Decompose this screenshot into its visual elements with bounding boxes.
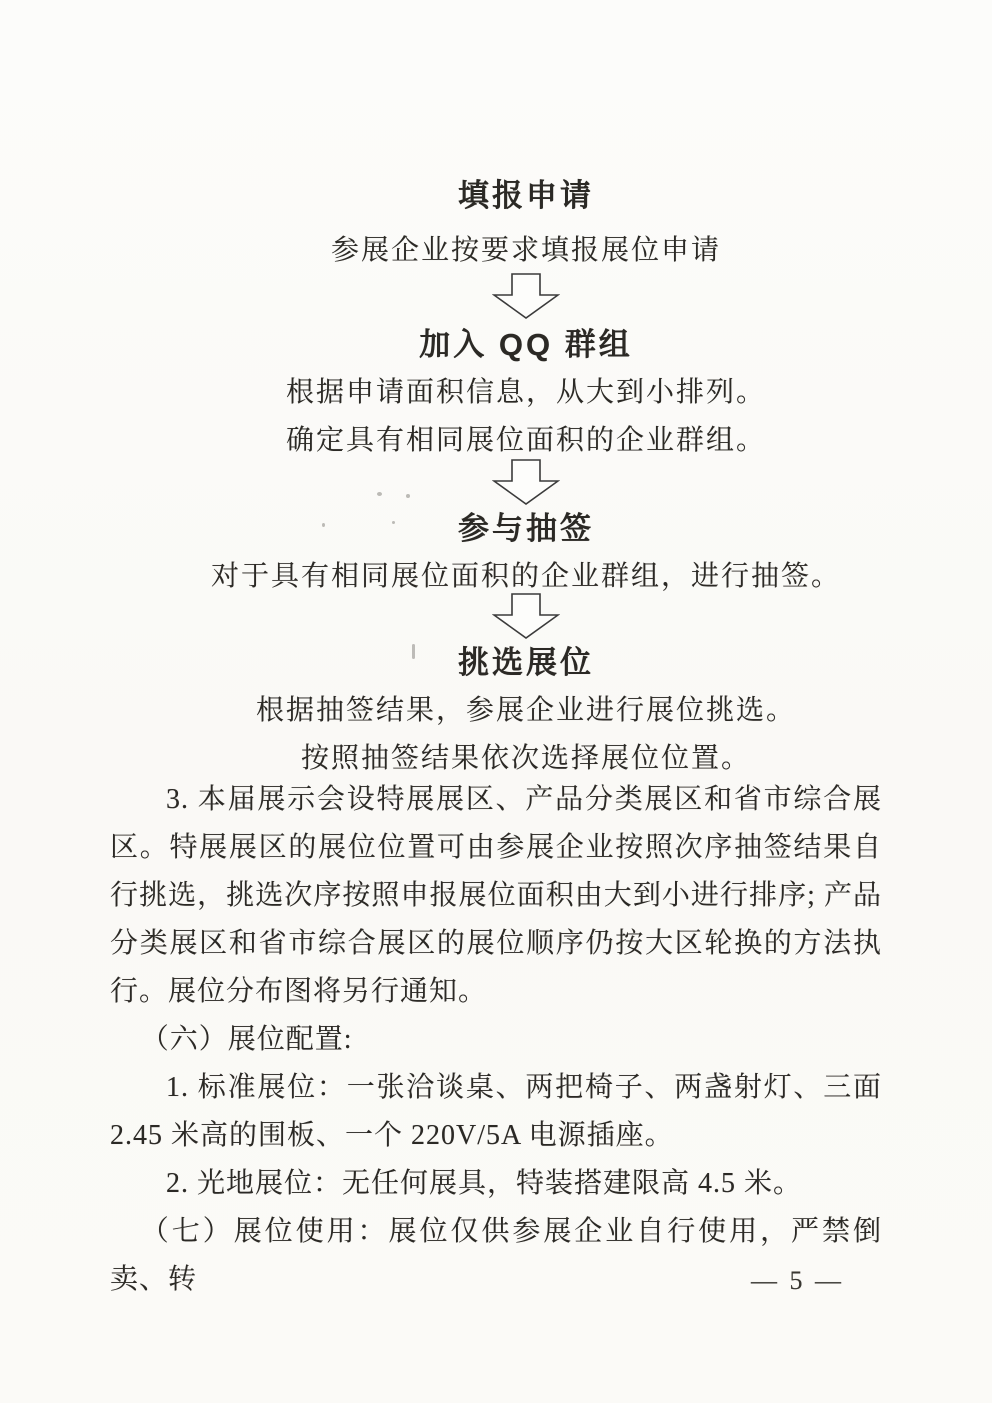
booth-allocation-flowchart — [30, 0, 992, 783]
flow-step-title-join-qq-group: 加入 QQ 群组 — [419, 327, 633, 362]
flow-step-description: 根据抽签结果，参展企业进行展位挑选。 — [255, 695, 796, 726]
scan-artifact — [412, 644, 415, 659]
flow-arrow-down-icon — [30, 273, 992, 319]
scan-artifact — [392, 521, 395, 524]
flow-step-description: 对于具有相同展位面积的企业群组，进行抽签。 — [210, 561, 841, 592]
paragraph-raw-space-booth: 2. 光地展位：无任何展具，特装搭建限高 4.5 米。 — [166, 1168, 803, 1199]
flow-arrow-down-icon — [30, 459, 992, 505]
flow-step-title-fill-application: 填报申请 — [458, 178, 594, 213]
paragraph-item-3-zones: 3. 本届展示会设特展展区、产品分类展区和省市综合展区。特展展区的展位位置可由参展企业按照次序抽签结果自行挑选，挑选次序按照申报展位面积由大到小进行排序; 产品分类展区和省市综合展区的展位顺序仍按大区轮换的方法执行。展位分布图将另行通知。 — [110, 784, 882, 1007]
flow-step-title-pick-booth: 挑选展位 — [458, 645, 594, 680]
flow-step-description: 确定具有相同展位面积的企业群组。 — [285, 425, 766, 456]
scan-artifact — [377, 492, 382, 496]
flow-step-title-draw-lots: 参与抽签 — [458, 511, 594, 546]
document-body — [110, 776, 882, 1304]
scan-artifact — [322, 523, 325, 527]
flow-step-description: 根据申请面积信息，从大到小排列。 — [285, 377, 766, 408]
scan-artifact — [406, 494, 410, 498]
paragraph-standard-booth: 1. 标准展位：一张洽谈桌、两把椅子、两盏射灯、三面 2.45 米高的围板、一个 220V/5A 电源插座。 — [110, 1072, 882, 1151]
paragraph-section-6-booth-config: （六）展位配置: — [140, 1024, 353, 1055]
paragraph-section-7-booth-use: （七）展位使用：展位仅供参展企业自行使用，严禁倒卖、转 — [110, 1216, 882, 1295]
flow-step-description: 参展企业按要求填报展位申请 — [330, 235, 721, 266]
flow-step-description: 按照抽签结果依次选择展位位置。 — [300, 743, 751, 774]
page-number: — 5 — — [751, 1266, 844, 1295]
